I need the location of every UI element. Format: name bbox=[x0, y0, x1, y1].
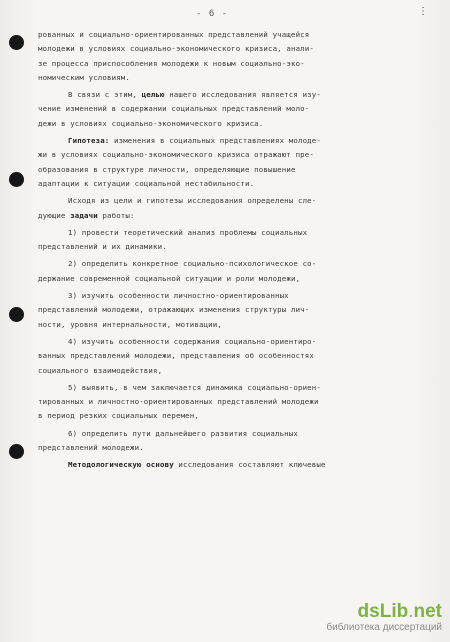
text-line: рованных и социально-ориентированных представлений учащейся bbox=[38, 30, 310, 39]
text-line: молодежи в условиях социально-экономического кризиса, анали- bbox=[38, 44, 314, 54]
watermark bbox=[326, 602, 442, 634]
binder-hole bbox=[9, 172, 24, 187]
text-line: Гипотеза: изменения в социальных представлениях молоде- bbox=[68, 136, 321, 146]
document-text bbox=[38, 28, 378, 473]
text-line: Методологическую основу исследования составляют ключевые bbox=[68, 460, 326, 470]
text-line: представлений и их динамики. bbox=[38, 242, 167, 252]
task-item: 3) изучить особенности личностно-ориентированных bbox=[68, 291, 289, 301]
text-line: социального взаимодействия, bbox=[38, 365, 163, 375]
task-item: 1) провести теоретический анализ проблемы социальных bbox=[68, 227, 308, 237]
text-line: ности, уровня интернальности, мотивации, bbox=[38, 319, 222, 329]
binder-hole bbox=[9, 35, 24, 50]
watermark-subtitle: библиотека диссертаций bbox=[326, 622, 442, 633]
task-item: 4) изучить особенности содержания социально-ориентиро- bbox=[68, 336, 317, 346]
text-line: держание современной социальной ситуации и роли молодежи, bbox=[38, 273, 301, 283]
text-line: образования в структуре личности, определяющие повышение bbox=[38, 164, 296, 174]
text-line: номическим условиям. bbox=[38, 72, 130, 82]
binder-hole bbox=[9, 444, 24, 459]
keyword-methodology: Методологическую основу bbox=[68, 460, 174, 470]
text-line: жи в условиях социально-экономического кризиса отражают пре- bbox=[38, 150, 314, 160]
page-number: - 6 - bbox=[196, 9, 229, 19]
text-line: тированных и личностно-ориентированных представлений молодежи bbox=[38, 397, 319, 407]
text-line: представлений молодежи. bbox=[38, 443, 144, 453]
task-item: 5) выявить, в чем заключается динамика социально-ориен- bbox=[68, 382, 321, 392]
keyword-goal: целью bbox=[141, 90, 165, 100]
keyword-hypothesis: Гипотеза: bbox=[68, 136, 110, 146]
text-line: Исходя из цели и гипотезы исследования определены сле- bbox=[68, 196, 317, 206]
task-item: 6) определить пути дальнейшего развития социальных bbox=[68, 428, 298, 438]
text-line: ванных представлений молодежи, представления об особенностях bbox=[38, 351, 314, 361]
text-line: дежи в условиях социально-экономического кризиса. bbox=[38, 118, 264, 128]
text-line: чение изменений в содержании социальных представлений моло- bbox=[38, 104, 310, 114]
task-item: 2) определить конкретное социально-психологическое со- bbox=[68, 259, 317, 269]
text-line: представлений молодежи, отражающих изменения структуры лич- bbox=[38, 305, 310, 315]
text-line: адаптации к ситуации социальной нестабильности. bbox=[38, 178, 255, 188]
watermark-logo: dsLib.net bbox=[357, 601, 442, 622]
text-line: в период резких социальных перемен, bbox=[38, 411, 199, 421]
binder-hole bbox=[9, 307, 24, 322]
corner-mark: ⋮ bbox=[418, 6, 428, 17]
text-line: дующие задачи работы: bbox=[38, 210, 135, 220]
text-line: В связи с этим, целью нашего исследования является изу- bbox=[68, 90, 321, 100]
keyword-tasks: задачи bbox=[70, 210, 98, 220]
text-line: зе процесса приспособления молодежи к новым социально-эко- bbox=[38, 58, 305, 68]
